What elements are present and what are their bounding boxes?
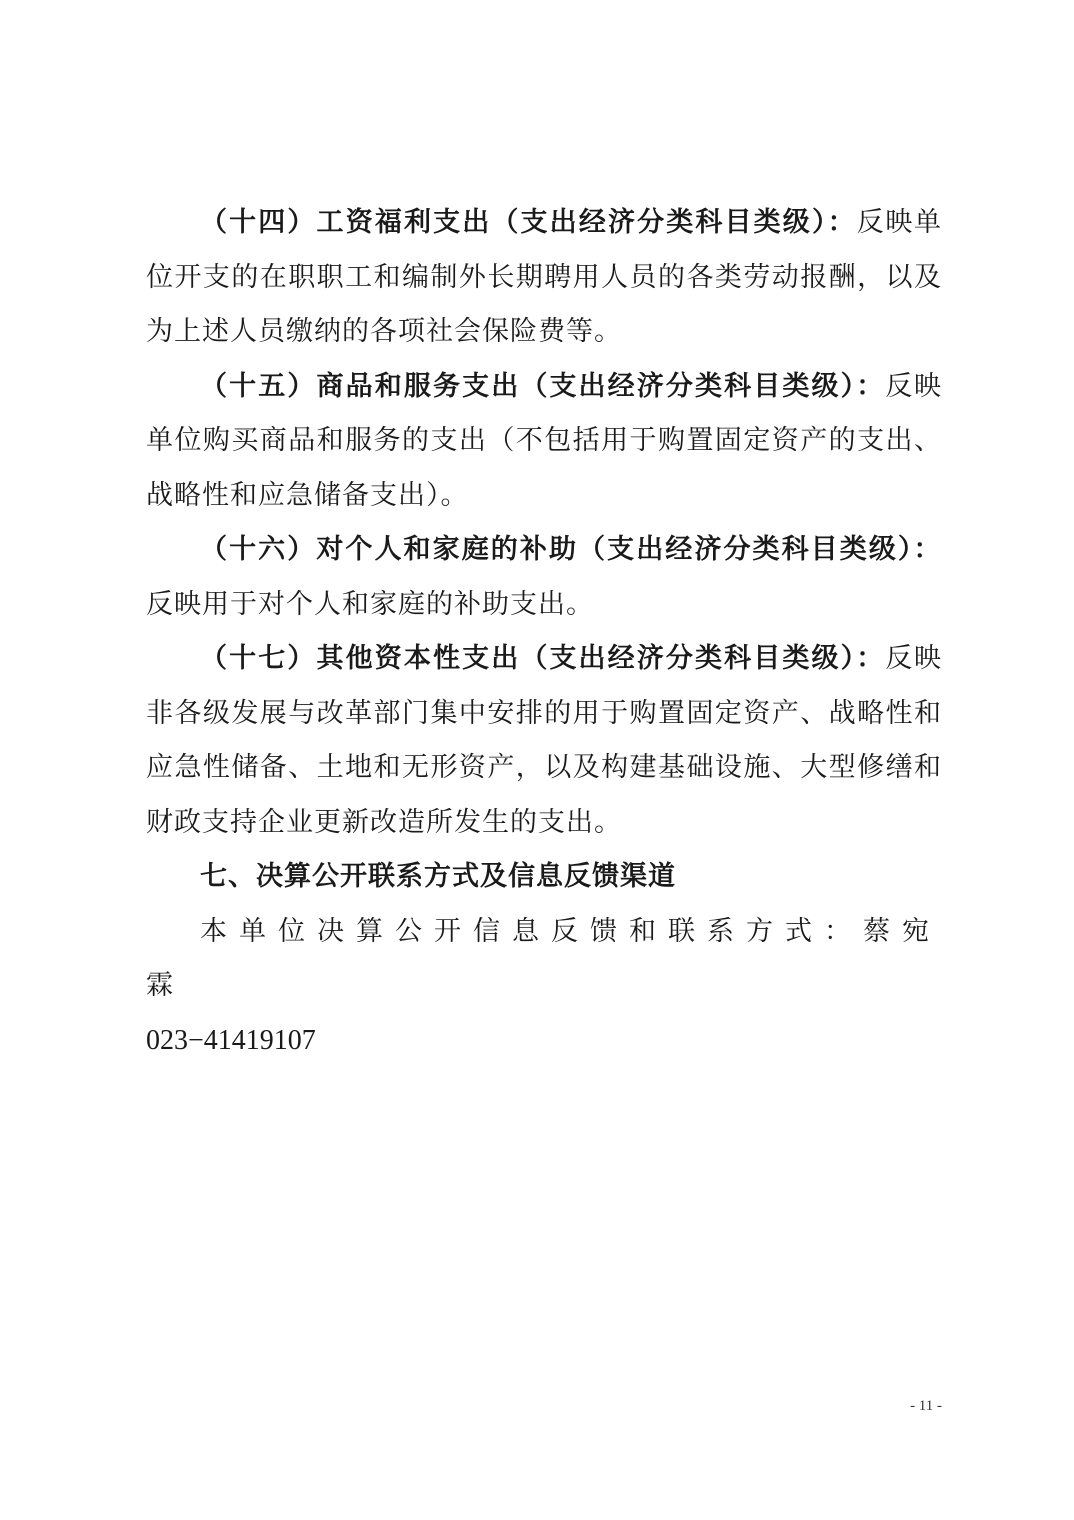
section-heading: 七、决算公开联系方式及信息反馈渠道 [200,861,676,892]
term-household-subsidy: （十六）对个人和家庭的补助（支出经济分类科目类级）： [200,534,942,565]
text-household-subsidy: 反映用于对个人和家庭的补助支出。 [146,588,594,620]
text-wage-welfare: 反映单位开支的在职职工和编制外长期聘用人员的各类劳动报酬，以及为上述人员缴纳的各项社会保险费等。 [146,207,943,347]
text-goods-services: 反映单位购买商品和服务的支出（不包括用于购置固定资产的支出、战略性和应急储备支出）。 [146,370,943,511]
term-wage-welfare: （十四）工资福利支出（支出经济分类科目类级）： [200,207,857,238]
page-content [146,196,942,1068]
page-number: - 11 - [910,1398,942,1414]
paragraph-wage-welfare [146,196,942,360]
contact-phone: 023−41419107 [146,1024,316,1056]
contact-paragraph [146,905,942,1069]
paragraph-other-capital [146,632,942,850]
contact-label: 本单位决算公开信息反馈和联系方式：蔡宛霖 [146,915,941,1001]
term-other-capital: （十七）其他资本性支出（支出经济分类科目类级）： [200,643,886,674]
paragraph-goods-services [146,360,942,524]
paragraph-household-subsidy [146,523,942,632]
term-goods-services: （十五）商品和服务支出（支出经济分类科目类级）： [200,370,886,402]
text-other-capital: 反映非各级发展与改革部门集中安排的用于购置固定资产、战略性和应急性储备、土地和无形资产，以及构建基础设施、大型修缮和财政支持企业更新改造所发生的支出。 [146,643,943,838]
